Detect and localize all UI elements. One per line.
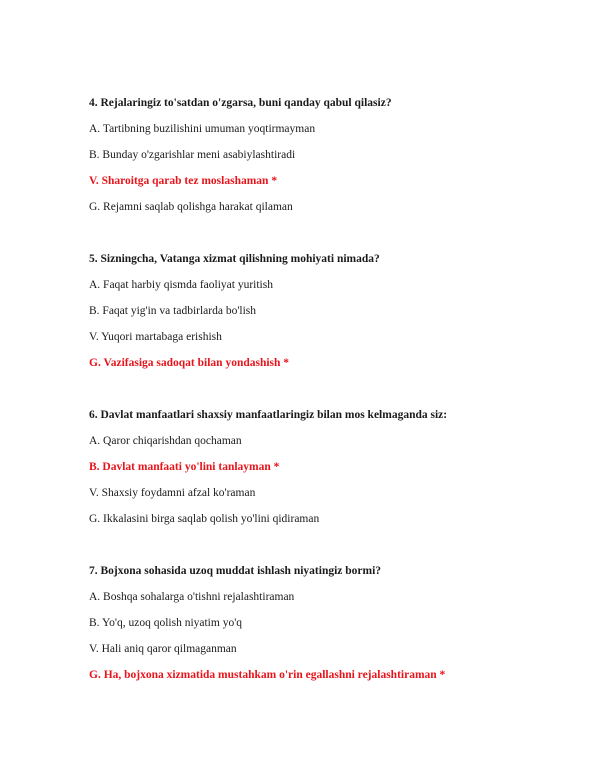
answer-option-b: B. Yo'q, uzoq qolish niyatim yo'q bbox=[89, 617, 243, 629]
answer-option-b: B. Faqat yig'in va tadbirlarda bo'lish bbox=[89, 305, 257, 317]
answer-option-a: A. Boshqa sohalarga o'tishni rejalashtiraman bbox=[89, 591, 295, 603]
answer-option-v: V. Yuqori martabaga erishish bbox=[89, 331, 222, 343]
question-title: 7. Bojxona sohasida uzoq muddat ishlash niyatingiz bormi? bbox=[89, 565, 382, 577]
answer-option-v-correct: V. Sharoitga qarab tez moslashaman * bbox=[89, 175, 278, 187]
answer-option-a: A. Qaror chiqarishdan qochaman bbox=[89, 435, 242, 447]
answer-option-g: G. Ikkalasini birga saqlab qolish yo'lini qidiraman bbox=[89, 513, 320, 525]
question-title: 5. Sizningcha, Vatanga xizmat qilishning mohiyati nimada? bbox=[89, 253, 380, 265]
question-block-7 bbox=[89, 564, 569, 694]
answer-option-g: G. Rejamni saqlab qolishga harakat qilaman bbox=[89, 201, 293, 213]
answer-option-a: A. Faqat harbiy qismda faoliyat yuritish bbox=[89, 279, 273, 291]
answer-option-a: A. Tartibning buzilishini umuman yoqtirmayman bbox=[89, 123, 316, 135]
question-block-4 bbox=[89, 96, 569, 226]
question-block-5 bbox=[89, 252, 569, 382]
answer-option-v: V. Hali aniq qaror qilmaganman bbox=[89, 643, 237, 655]
answer-option-g-correct: G. Vazifasiga sadoqat bilan yondashish * bbox=[89, 357, 290, 369]
question-title: 4. Rejalaringiz to'satdan o'zgarsa, buni qanday qabul qilasiz? bbox=[89, 97, 392, 109]
question-title: 6. Davlat manfaatlari shaxsiy manfaatlaringiz bilan mos kelmaganda siz: bbox=[89, 409, 448, 421]
answer-option-v: V. Shaxsiy foydamni afzal ko'raman bbox=[89, 487, 256, 499]
question-block-6 bbox=[89, 408, 569, 538]
answer-option-b: B. Bunday o'zgarishlar meni asabiylashtiradi bbox=[89, 149, 296, 161]
answer-option-b-correct: B. Davlat manfaati yo'lini tanlayman * bbox=[89, 461, 280, 473]
answer-option-g-correct: G. Ha, bojxona xizmatida mustahkam o'rin egallashni rejalashtiraman * bbox=[89, 669, 446, 681]
